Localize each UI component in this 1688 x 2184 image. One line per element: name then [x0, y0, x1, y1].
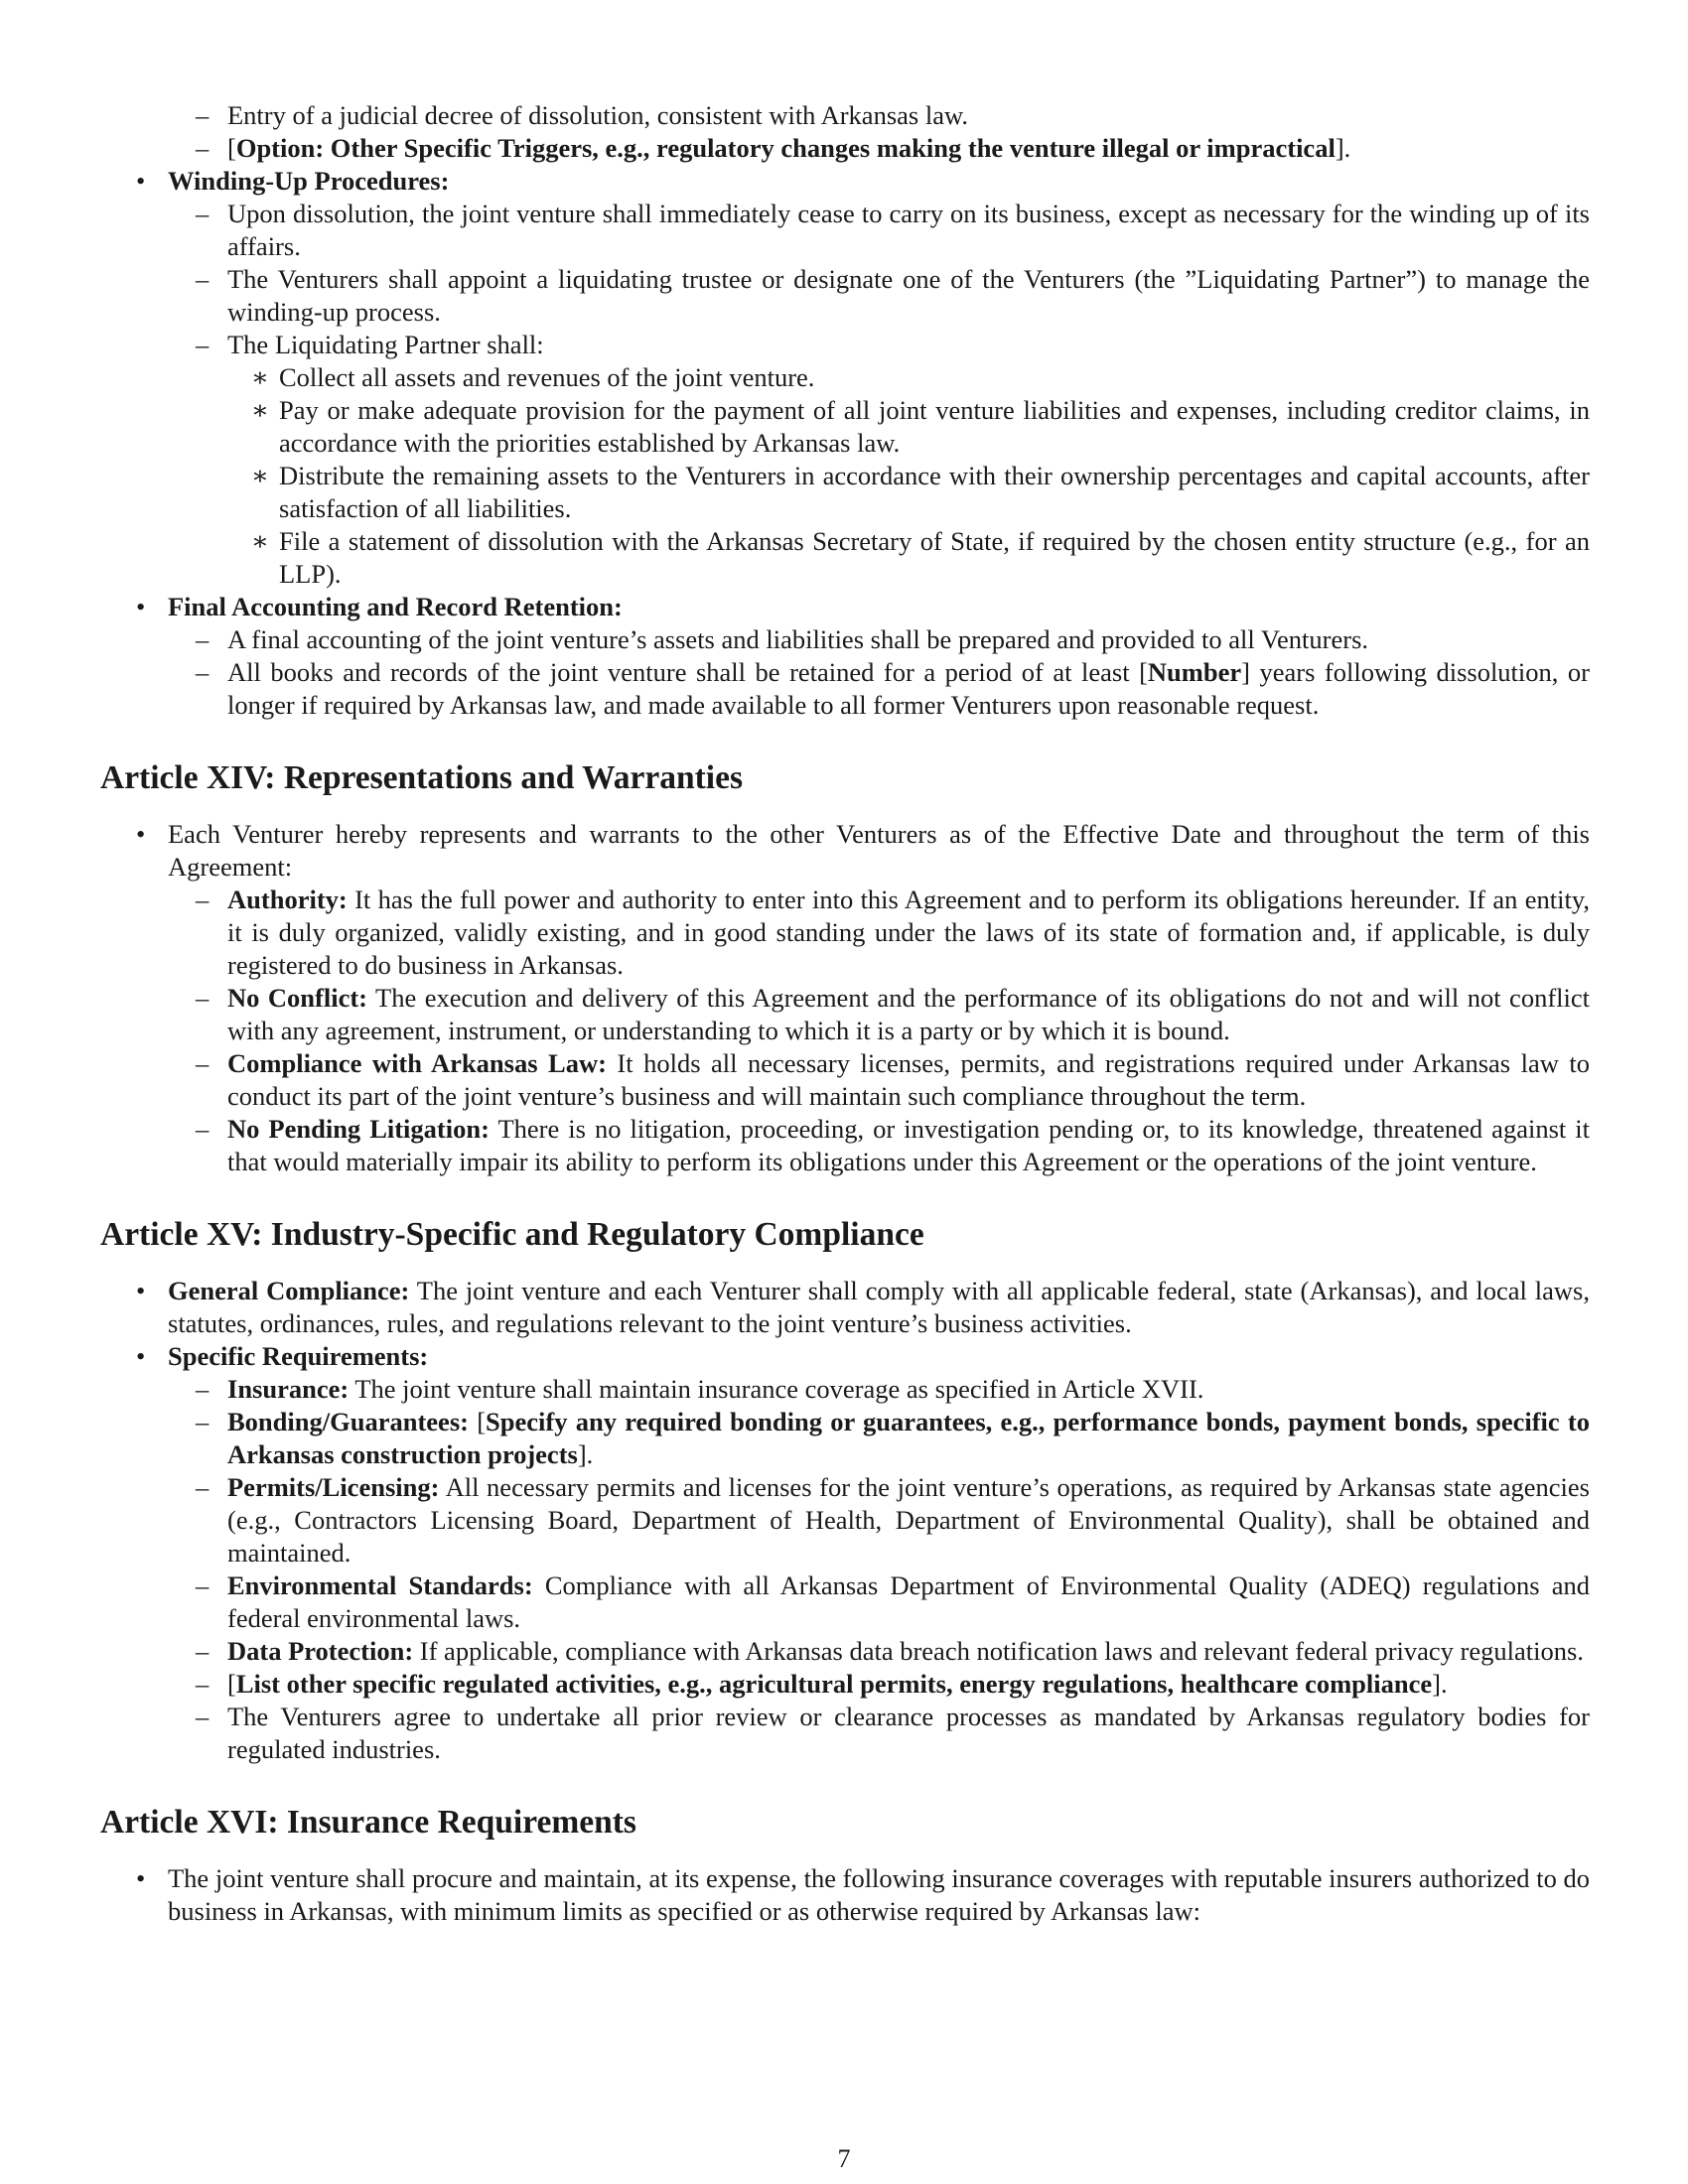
list-item: – Bonding/Guarantees: [Specify any required bonding or guarantees, e.g., performance bonds, payment bonds, specific to Arkansas construction projects].: [196, 1407, 1590, 1469]
list-item: – The Venturers shall appoint a liquidating trustee or designate one of the Venturers (the ”Liquidating Partner”) to manage the winding-up process.: [196, 264, 1590, 327]
placeholder-text: Option: Other Specific Triggers, e.g., regulatory changes making the venture illegal or impractical: [235, 133, 1336, 163]
list-item: • The joint venture shall procure and maintain, at its expense, the following insurance coverages with reputable insurers authorized to do business in Arkansas, with minimum limits as specified or as otherwise required by Arkansas law:: [136, 1863, 1590, 1926]
list-item: – Environmental Standards: Compliance with all Arkansas Department of Environmental Quality (ADEQ) regulations and federal environmental laws.: [196, 1570, 1590, 1633]
list-item: – The Liquidating Partner shall:: [196, 330, 544, 359]
list-item: – The Venturers agree to undertake all prior review or clearance processes as mandated by Arkansas regulatory bodies for regulated industries.: [196, 1702, 1590, 1764]
document-page: [100, 99, 1590, 1928]
article-15-list: [100, 1275, 1590, 1766]
list-item: ∗ Distribute the remaining assets to the Venturers in accordance with their ownership percentages and capital accounts, after satisfaction of all liabilities.: [251, 461, 1590, 523]
page-number: 7: [837, 2144, 851, 2173]
article-15-heading: Article XV: Industry-Specific and Regulatory Compliance: [100, 1216, 924, 1253]
placeholder-text: Specify any required bonding or guarantees, e.g., performance bonds, payment bonds, specific to Arkansas construction projects: [227, 1407, 1590, 1469]
article-16-heading: Article XVI: Insurance Requirements: [100, 1804, 636, 1841]
list-item: • Specific Requirements:: [136, 1341, 429, 1371]
list-item: – A final accounting of the joint venture’s assets and liabilities shall be prepared and provided to all Venturers.: [196, 624, 1369, 654]
list-item: – [List other specific regulated activities, e.g., agricultural permits, energy regulations, healthcare compliance].: [196, 1669, 1448, 1699]
placeholder-text: Number: [1147, 657, 1242, 687]
list-item: – Entry of a judicial decree of dissolution, consistent with Arkansas law.: [196, 100, 968, 130]
list-item: ∗ Collect all assets and revenues of the joint venture.: [251, 362, 815, 392]
final-accounting-section: • Final Accounting and Record Retention:: [136, 592, 623, 621]
list-item: – Permits/Licensing: All necessary permits and licenses for the joint venture’s operations, as required by Arkansas state agencies (e.g., Contractors Licensing Board, Department of Health, Department of Environmental Quality), shall be obtained and maintained.: [196, 1472, 1590, 1568]
winding-up-section: • Winding-Up Procedures:: [136, 166, 450, 196]
list-item: – Authority: It has the full power and authority to enter into this Agreement and to perform its obligations hereunder. If an entity, it is duly organized, validly existing, and in good standing under the laws of its state of formation and, if applicable, is duly registered to do business in Arkansas.: [196, 885, 1590, 980]
article-14-list: [100, 818, 1590, 1178]
list-item: – [Option: Other Specific Triggers, e.g., regulatory changes making the venture illegal or impractical].: [196, 133, 1351, 163]
list-item: – Data Protection: If applicable, compliance with Arkansas data breach notification laws and relevant federal privacy regulations.: [196, 1636, 1584, 1666]
list-item: – No Conflict: The execution and delivery of this Agreement and the performance of its obligations do not and will not conflict with any agreement, instrument, or understanding to which it is a party or by which it is bound.: [196, 983, 1590, 1045]
list-item: – Upon dissolution, the joint venture shall immediately cease to carry on its business, except as necessary for the winding up of its affairs.: [196, 199, 1590, 261]
list-item: – All books and records of the joint venture shall be retained for a period of at least [Number] years following dissolution, or longer if required by Arkansas law, and made available to all former Venturers upon reasonable request.: [196, 657, 1590, 720]
article-16-list: [100, 1862, 1590, 1928]
list-item: – Insurance: The joint venture shall maintain insurance coverage as specified in Article XVII.: [196, 1374, 1204, 1404]
list-item: ∗ Pay or make adequate provision for the payment of all joint venture liabilities and expenses, including creditor claims, in accordance with the priorities established by Arkansas law.: [251, 395, 1590, 458]
list-item: – Compliance with Arkansas Law: It holds all necessary licenses, permits, and registrations required under Arkansas law to conduct its part of the joint venture’s business and will maintain such compliance throughout the term.: [196, 1048, 1590, 1111]
article-14-heading: Article XIV: Representations and Warranties: [100, 759, 744, 796]
dissolution-list: [100, 99, 1590, 722]
list-item: ∗ File a statement of dissolution with the Arkansas Secretary of State, if required by the chosen entity structure (e.g., for an LLP).: [251, 526, 1590, 589]
list-item: • General Compliance: The joint venture and each Venturer shall comply with all applicable federal, state (Arkansas), and local laws, statutes, ordinances, rules, and regulations relevant to the joint venture’s business activities.: [136, 1276, 1590, 1338]
list-item: • Each Venturer hereby represents and warrants to the other Venturers as of the Effective Date and throughout the term of this Agreement:: [136, 819, 1590, 882]
list-item: – No Pending Litigation: There is no litigation, proceeding, or investigation pending or, to its knowledge, threatened against it that would materially impair its ability to perform its obligations under this Agreement or the operations of the joint venture.: [196, 1114, 1590, 1176]
placeholder-text: List other specific regulated activities, e.g., agricultural permits, energy regulations, healthcare compliance: [235, 1669, 1433, 1699]
